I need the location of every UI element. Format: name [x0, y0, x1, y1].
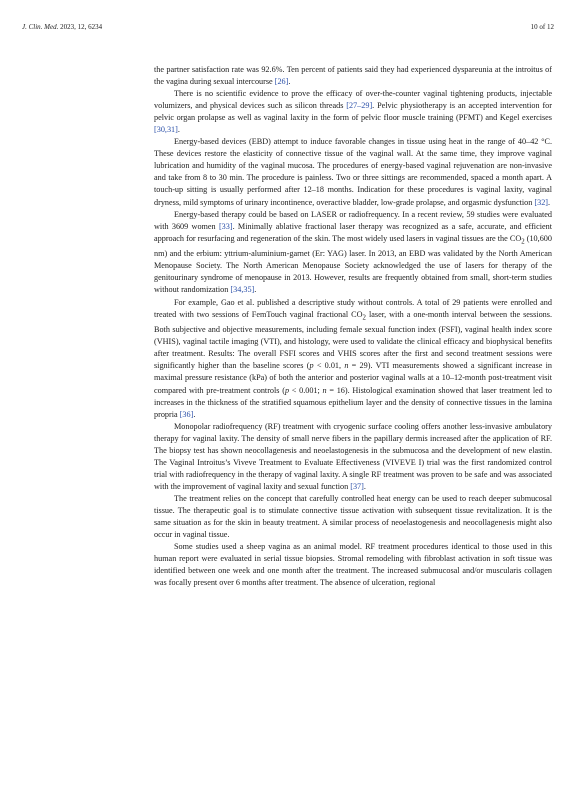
citation-link[interactable]: [30,31] [154, 125, 178, 135]
body-paragraph: Energy-based therapy could be based on LASER or radiofrequency. In a recent review, 59 studies were evaluated with 3609 women [33]. Minimally ablative fractional laser therapy was recognized as a safe, accurate, and efficient approach for resurfacing and regeneration of the skin. The most widely used lasers in vaginal tissues are the $CO_2$ (10,600 nm) and the erbium: yttrium-aluminium-garnet (Er: YAG) laser. In 2013, an EBD was validated by the North American Menopause Society. The North American Menopause Society acknowledged the use of lasers for therapy of the genitourinary syndrome of menopause in 2013. However, results are frequently obtained from small, short-term studies without randomization [34,35]. [154, 209, 552, 295]
citation-link[interactable]: [26] [274, 77, 289, 87]
subscript: 2 [362, 314, 366, 322]
subscript: 2 [521, 238, 525, 246]
italic-symbol: p [309, 361, 314, 371]
body-paragraph: Some studies used a sheep vagina as an animal model. RF treatment procedures identical to those used in this human report were evaluated in serial tissue biopsies. Stromal remodeling with fibroblast activation in soft tissue was identified between one week and one month after the treatment. The increased submucosal and/or muscularis collagen was focally present over 6 months after treatment. The absence of ulceration, regional [154, 542, 552, 588]
citation-link[interactable]: [27–29] [346, 101, 373, 111]
body-paragraph: Energy-based devices (EBD) attempt to induce favorable changes in tissue using heat in the range of 40–42 °C. These devices restore the elasticity of connective tissue of the vaginal wall. At the same time, they improve vaginal lubrication and humidity of the vaginal mucosa. The procedures of energy-based vaginal rejuvenation are non-invasive and take from 8 to 30 min. The procedure is painless. Two or three sittings are recommended, spaced a month apart. A touch-up sitting is usually performed after 12–18 months. Indication for these procedures is vaginal laxity, vaginal dryness, mild symptoms of urinary incontinence, overactive bladder, low-grade prolapse, and orgasmic dysfunction [32]. [154, 137, 552, 207]
page-header [22, 21, 554, 33]
body-paragraph: For example, Gao et al. published a descriptive study without controls. A total of 29 patients were enrolled and treated with two sessions of FemTouch vaginal fractional $CO_2$ laser, with a one-month interval between the sessions. Both subjective and objective measurements, including female sexual function index (FSFI), vaginal health index score (VHIS), vaginal tactile imaging (VTI), and histology, were used to validate the clinical efficacy and biophysical benefits after treatment. Results: The overall FSFI scores and VHIS scores after the first and second treatment sessions were significantly higher than the baseline scores (p < 0.01, n = 29). VTI measurements showed a significant increase in maximal pressure resistance (kPa) of both the anterior and posterior vaginal walls at a 10–12-month post-treatment visit compared with pre-treatment controls (p < 0.001; n = 16). Histological examination showed that laser treatment led to increases in the thickness of the stratified squamous epithelium layer and the density of connective tissues in the lamina propria [36]. [154, 297, 553, 419]
journal-name: J. Clin. Med. [22, 23, 59, 31]
citation-link[interactable]: [36] [179, 409, 194, 419]
italic-symbol: n [344, 361, 349, 371]
citation-link[interactable]: [33] [218, 221, 233, 231]
journal-citation [22, 21, 102, 33]
italic-symbol: n [322, 385, 327, 395]
citation-link[interactable]: [32] [534, 197, 549, 207]
body-paragraph: the partner satisfaction rate was 92.6%. Ten percent of patients said they had experienced dyspareunia at the introitus of the vagina during sexual intercourse [26]. [154, 65, 552, 87]
page-number: 10 of 12 [530, 23, 554, 31]
journal-year-volume: 2023, 12, 6234 [60, 23, 103, 31]
body-text [154, 64, 552, 589]
italic-symbol: p [284, 385, 290, 395]
body-paragraph: The treatment relies on the concept that carefully controlled heat energy can be used to reach deeper submucosal tissue. The therapeutic goal is to stimulate connective tissue activation with subsequent tissue revitalization. It is the same situation as for the skin in beauty treatment. A similar process of neoelastogenesis and neocollagenesis might also occur in vaginal tissue. [154, 493, 552, 540]
body-paragraph: There is no scientific evidence to prove the efficacy of over-the-counter vaginal tightening products, injectable volumizers, and physical devices such as silicon threads [27–29]. Pelvic physiotherapy is an accepted intervention for pelvic organ prolapse as well as vaginal laxity in the form of pelvic floor muscle training (PFMT) and Kegel exercises [30,31]. [154, 89, 552, 135]
citation-link[interactable]: [34,35] [230, 285, 255, 295]
citation-link[interactable]: [37] [350, 481, 364, 491]
body-paragraph: Monopolar radiofrequency (RF) treatment with cryogenic surface cooling offers another less-invasive ambulatory therapy for vaginal laxity. The density of small nerve fibers in the papillary dermis increased after the application of RF. The biopsy test has shown neocollagenesis and neoelastogenesis in the submucosa and the development of new elastin. The Vaginal Introitus’s Viveve Treatment to Evaluate Effectiveness (VIVEVE I) trial was the first randomized control trial with radiofrequency in the therapy of vaginal laxity. A single RF treatment was proven to be safe and was associated with the improvement of vaginal laxity and sexual function [37]. [154, 421, 552, 491]
